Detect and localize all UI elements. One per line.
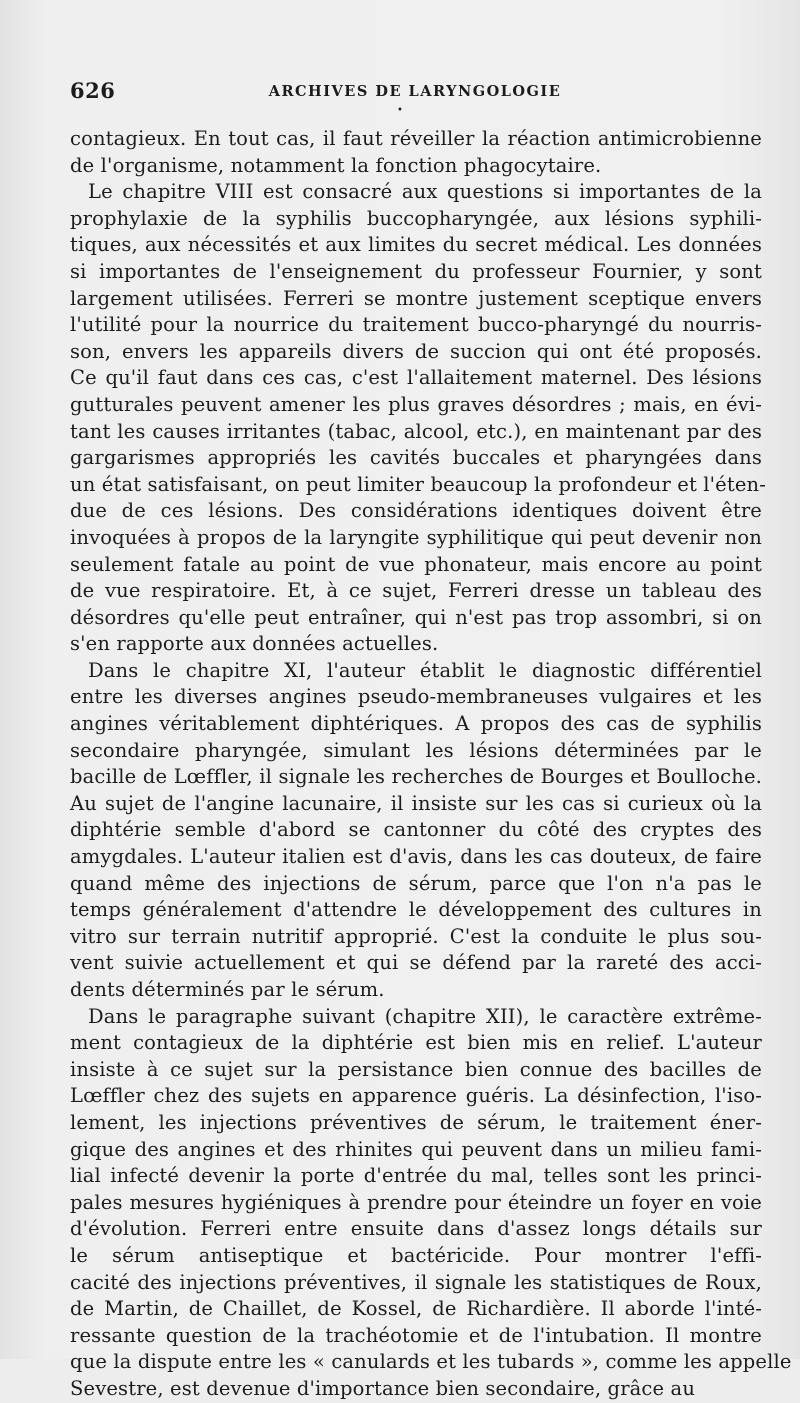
text-line: cacité des injections préventives, il signale les statistiques de Roux, — [70, 1270, 762, 1294]
text-line: que la dispute entre les « canulards et les tubards », comme les appelle — [70, 1350, 792, 1374]
text-line: de l'organisme, notamment la fonction phagocytaire. — [70, 153, 602, 177]
running-title: ARCHIVES DE LARYNGOLOGIE — [268, 83, 562, 100]
text-line: vent suivie actuellement et qui se défend par la rareté des acci- — [70, 951, 762, 975]
text-line: quand même des injections de sérum, parce que l'on n'a pas le — [70, 871, 762, 895]
text-line: insiste à ce sujet sur la persistance bien connue des bacilles de — [70, 1057, 762, 1081]
header-ornament: • — [397, 105, 403, 116]
text-line: si importantes de l'enseignement du professeur Fournier, y sont — [70, 259, 762, 283]
text-line: lement, les injections préventives de sérum, le traitement éner- — [70, 1110, 762, 1134]
text-line: secondaire pharyngée, simulant les lésions déterminées par le — [70, 738, 762, 762]
text-line: Ce qu'il faut dans ces cas, c'est l'allaitement maternel. Des lésions — [70, 366, 762, 390]
text-line: ressante question de la trachéotomie et de l'intubation. Il montre — [70, 1323, 762, 1347]
text-line: gique des angines et des rhinites qui peuvent dans un milieu fami- — [70, 1137, 762, 1161]
text-line: prophylaxie de la syphilis buccopharyngée, aux lésions syphili- — [70, 206, 762, 230]
text-line: gutturales peuvent amener les plus graves désordres ; mais, en évi- — [70, 392, 762, 416]
text-line: Lœffler chez des sujets en apparence guéris. La désinfection, l'iso- — [70, 1084, 762, 1108]
text-line: invoquées à propos de la laryngite syphilitique qui peut devenir non — [70, 525, 762, 549]
text-line: le sérum antiseptique et bactéricide. Pour montrer l'effi- — [70, 1243, 762, 1267]
text-line: contagieux. En tout cas, il faut réveiller la réaction antimicrobienne — [70, 127, 762, 150]
text-line: s'en rapporte aux données actuelles. — [70, 632, 439, 656]
text-line: Au sujet de l'angine lacunaire, il insiste sur les cas si curieux où la — [70, 791, 762, 815]
text-line: vitro sur terrain nutritif approprié. C'est la conduite le plus sou- — [70, 924, 762, 948]
text-line: Dans le chapitre XI, l'auteur établit le diagnostic différentiel — [88, 658, 762, 682]
text-line: due de ces lésions. Des considérations identiques doivent être — [70, 499, 762, 523]
text-line: seulement fatale au point de vue phonateur, mais encore au point — [70, 552, 762, 576]
text-line: tiques, aux nécessités et aux limites du secret médical. Les données — [70, 233, 762, 257]
text-line: dents déterminés par le sérum. — [70, 978, 385, 1001]
text-line: angines véritablement diphtériques. A propos des cas de syphilis — [70, 712, 762, 736]
text-line: bacille de Lœffler, il signale les recherches de Bourges et Boulloche. — [70, 765, 762, 789]
page-number: 626 — [70, 78, 116, 103]
text-line: l'utilité pour la nourrice du traitement bucco-pharyngé du nourris- — [70, 313, 762, 337]
text-line: diphtérie semble d'abord se cantonner du côté des cryptes des — [70, 818, 762, 842]
text-line: pales mesures hygiéniques à prendre pour éteindre un foyer en voie — [70, 1190, 762, 1214]
text-line: gargarismes appropriés les cavités buccales et pharyngées dans — [70, 446, 762, 470]
text-line: de Martin, de Chaillet, de Kossel, de Richardière. Il aborde l'inté- — [70, 1297, 762, 1321]
text-line: de vue respiratoire. Et, à ce sujet, Ferreri dresse un tableau des — [70, 579, 762, 603]
paragraph — [70, 658, 762, 1004]
text-line: d'évolution. Ferreri entre ensuite dans d'assez longs détails sur — [70, 1217, 762, 1241]
text-line: ment contagieux de la diphtérie est bien mis en relief. L'auteur — [70, 1031, 762, 1055]
text-line: temps généralement d'attendre le développement des cultures in — [70, 898, 762, 922]
paragraph — [70, 126, 762, 179]
body-text — [70, 126, 792, 1403]
text-line: lial infecté devenir la porte d'entrée du mal, telles sont les princi- — [70, 1164, 762, 1188]
paragraph — [70, 1004, 792, 1403]
paragraph — [70, 179, 766, 658]
text-line: largement utilisées. Ferreri se montre justement sceptique envers — [70, 286, 762, 310]
text-line: amygdales. L'auteur italien est d'avis, dans les cas douteux, de faire — [70, 845, 762, 869]
text-line: entre les diverses angines pseudo-membraneuses vulgaires et les — [70, 685, 762, 709]
text-line: Sevestre, est devenue d'importance bien secondaire, grâce au — [70, 1376, 696, 1400]
text-line: Dans le paragraphe suivant (chapitre XII), le caractère extrême- — [88, 1004, 762, 1028]
text-line: désordres qu'elle peut entraîner, qui n'est pas trop assombri, si on — [70, 605, 762, 629]
text-line: un état satisfaisant, on peut limiter beaucoup la profondeur et l'éten- — [70, 472, 766, 496]
text-line: Le chapitre VIII est consacré aux questions si importantes de la — [88, 180, 762, 204]
text-line: tant les causes irritantes (tabac, alcool, etc.), en maintenant par des — [70, 419, 762, 443]
text-line: son, envers les appareils divers de succion qui ont été proposés. — [70, 339, 762, 363]
